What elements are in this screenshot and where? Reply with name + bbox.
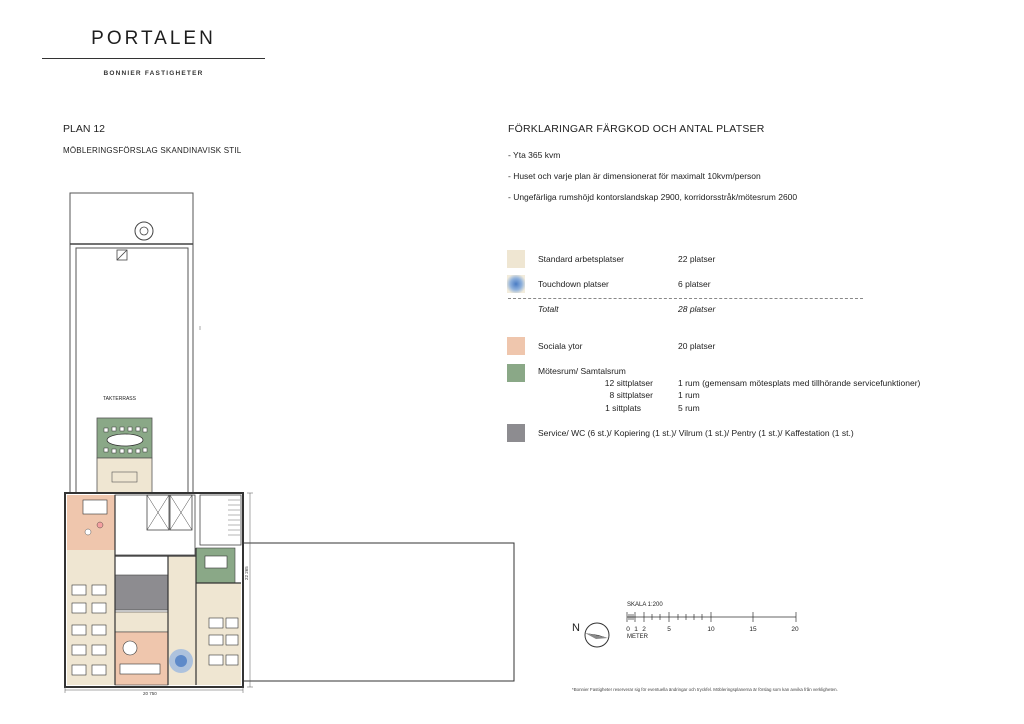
- company-name: BONNIER FASTIGHETER: [103, 70, 204, 77]
- meeting-seats-1: 1 sittplats: [605, 403, 641, 413]
- scale-tick-5: 5: [667, 626, 671, 633]
- legend-standard-label: Standard arbetsplatser: [538, 254, 624, 264]
- plan-subtitle: MÖBLERINGSFÖRSLAG SKANDINAVISK STIL: [63, 146, 242, 155]
- legend-title: FÖRKLARINGAR FÄRGKOD OCH ANTAL PLATSER: [508, 123, 765, 135]
- work-zone-east: [196, 583, 241, 685]
- legend-total-label: Totalt: [538, 304, 559, 314]
- swatch-service: [507, 424, 525, 442]
- scale-tick-10: 10: [707, 626, 715, 633]
- legend-social-label: Sociala ytor: [538, 341, 583, 351]
- scale-tick-20: 20: [791, 626, 799, 633]
- social-bench: [120, 664, 160, 674]
- sofa: [83, 500, 107, 514]
- legend-service-label: Service/ WC (6 st.)/ Kopiering (1 st.)/ Vilrum (1 st.)/ Pentry (1 st.)/ Kaffestation (1 st.): [538, 428, 854, 438]
- north-label: N: [572, 622, 580, 634]
- legend-total-value: 28 platser: [678, 304, 716, 314]
- spiral-stair: [135, 222, 153, 240]
- footnote: *Bonnier Fastigheter reserverar sig för eventuella ändringar och tryckfel. Möbleringsplanerna är förslag som kan avvika från verkligheten.: [572, 687, 838, 692]
- legend-bullet-density: - Huset och varje plan är dimensionerat för maximalt 10kvm/person: [508, 171, 761, 181]
- dimension-height-label: 22 265: [244, 566, 249, 580]
- core-block: [115, 495, 195, 555]
- terrace-label: TAKTERRASS: [103, 396, 136, 402]
- north-arrow-icon: [582, 620, 612, 650]
- scale-tick-0: 0: [626, 626, 630, 633]
- legend-bullet-area: - Yta 365 kvm: [508, 150, 561, 160]
- legend-touchdown-label: Touchdown platser: [538, 279, 609, 289]
- plan-title: PLAN 12: [63, 123, 106, 135]
- scale-tick-1: 1: [634, 626, 638, 633]
- service-wc-block: [115, 575, 168, 610]
- legend-meeting-label: Mötesrum/ Samtalsrum: [538, 366, 626, 376]
- oval-table: [107, 434, 143, 446]
- meeting-rooms-8: 1 rum: [678, 390, 700, 400]
- meeting-seats-8: 8 sittplatser: [609, 390, 653, 400]
- legend-social-value: 20 platser: [678, 341, 716, 351]
- scale-bar: [620, 608, 810, 628]
- meeting-seats-12: 12 sittplatser: [604, 378, 653, 388]
- brand-logo-text: PORTALEN: [91, 28, 216, 49]
- meeting-rooms-1: 5 rum: [678, 403, 700, 413]
- swatch-meeting: [507, 364, 525, 382]
- scale-unit: METER: [627, 634, 648, 640]
- legend-touchdown-value: 6 platser: [678, 279, 711, 289]
- scale-tick-2: 2: [642, 626, 646, 633]
- adjacent-building: [243, 543, 514, 681]
- legend-total-divider: [508, 298, 863, 299]
- legend-standard-value: 22 platser: [678, 254, 716, 264]
- social-zone-south: [115, 632, 168, 685]
- meeting-rooms-12: 1 rum (gemensam mötesplats med tillhörande servicefunktioner): [678, 378, 921, 388]
- legend-bullet-height: - Ungefärliga rumshöjd kontorslandskap 2900, korridorsstråk/mötesrum 2600: [508, 192, 798, 202]
- swatch-touchdown: [507, 275, 525, 293]
- dimension-width-label: 20 750: [143, 691, 157, 696]
- swatch-standard: [507, 250, 525, 268]
- scale-label: SKALA 1:200: [627, 602, 663, 608]
- round-table: [123, 641, 137, 655]
- scale-tick-15: 15: [749, 626, 757, 633]
- swatch-social: [507, 337, 525, 355]
